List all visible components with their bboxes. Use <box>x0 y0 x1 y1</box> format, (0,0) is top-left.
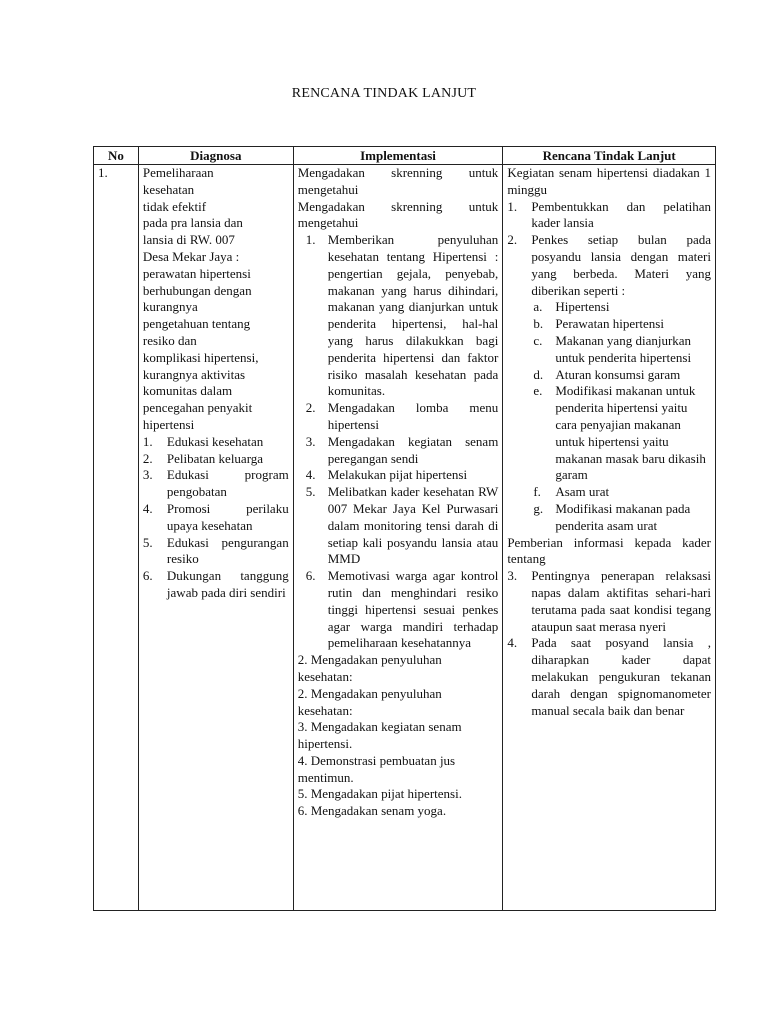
list-item <box>298 568 499 652</box>
table-header-row <box>94 147 716 165</box>
diagnosa-line: kesehatan <box>142 181 195 197</box>
list-marker: 2. <box>507 232 518 248</box>
rtl-list-1 <box>507 199 711 300</box>
list-item <box>143 501 289 535</box>
diagnosa-line: Desa Mekar Jaya : <box>142 248 240 264</box>
implementasi-list <box>298 232 499 652</box>
list-marker: 6. <box>305 568 316 584</box>
header-implementasi: Implementasi <box>293 147 503 165</box>
rtl-intro: Kegiatan senam hipertensi diadakan 1 minggu <box>507 165 711 197</box>
list-text: Memotivasi warga agar kontrol rutin dan menghindari resiko tinggi hipertensi sesuai penkes agar warga mandiri terhadap pemeliharaan kesehatannya <box>327 568 499 651</box>
list-text: Perawatan hipertensi <box>555 316 664 332</box>
rtl-list-2 <box>507 568 711 719</box>
header-rencana-tindak-lanjut: Rencana Tindak Lanjut <box>503 147 716 165</box>
diagnosa-line: pada pra lansia dan <box>142 215 243 231</box>
list-text: Edukasi program pengobatan <box>166 467 289 500</box>
rtl-mid: Pemberian informasi kepada kader tentang <box>507 534 711 567</box>
list-item <box>143 535 289 569</box>
list-marker: d. <box>533 366 544 382</box>
list-item <box>507 635 711 719</box>
list-item <box>298 467 499 484</box>
diagnosa-line: pengetahuan tentang <box>142 316 251 332</box>
list-item <box>531 299 711 316</box>
list-item <box>531 484 711 501</box>
list-text: Hipertensi <box>555 299 610 315</box>
list-item <box>298 484 499 568</box>
list-item <box>507 232 711 299</box>
list-item <box>298 400 499 434</box>
list-text: Modifikasi makanan untuk penderita hipertensi yaitu cara penyajian makanan untuk hipertensi yaitu makanan masak baru dikasih garam <box>555 383 706 483</box>
rtl-sublist <box>531 299 711 534</box>
list-text: Asam urat <box>555 484 610 500</box>
diagnosa-line: perawatan hipertensi <box>142 265 251 281</box>
diagnosa-line: Pemeliharaan <box>142 165 214 180</box>
list-text: Memberikan penyuluhan kesehatan tentang Hipertensi : pengertian gejala, penyebab, makanan yang harus dihindari, makanan yang dianjurkan untuk penderita hipertensi, hal-hal yang harus dilakukkan bagi penderita hipertensi dan faktor risiko masalah kesehatan pada komunitas. <box>327 232 499 399</box>
diagnosa-line: tidak efektif <box>142 198 207 214</box>
list-text: Mengadakan lomba menu hipertensi <box>327 400 499 432</box>
list-text: Dukungan tanggung jawab pada diri sendiri <box>166 568 289 600</box>
diagnosa-list <box>143 434 289 602</box>
list-text: Mengadakan kegiatan senam peregangan sendi <box>327 433 499 466</box>
list-item <box>143 434 289 451</box>
list-item <box>507 568 711 635</box>
implementasi-followup-item: 6. Mengadakan senam yoga. <box>297 803 447 819</box>
row-number: 1. <box>94 165 139 911</box>
list-marker: 4. <box>305 467 316 483</box>
header-no: No <box>94 147 139 165</box>
diagnosa-line: kurangnya aktivitas <box>142 366 246 382</box>
rtl-cell <box>503 165 716 911</box>
implementasi-followup-item: 2. Mengadakan penyuluhan kesehatan: <box>297 685 442 718</box>
list-marker: a. <box>533 299 543 315</box>
implementasi-followup-item: 4. Demonstrasi pembuatan jus mentimun. <box>297 752 456 785</box>
list-marker: 3. <box>142 467 153 483</box>
list-marker: 2. <box>305 400 316 416</box>
table-row <box>94 165 716 911</box>
list-marker: 1. <box>305 232 316 248</box>
list-text: Penkes setiap bulan pada posyandu lansia dengan materi yang berbeda. Materi yang diberikan seperti : <box>531 232 711 298</box>
list-text: Promosi perilaku upaya kesehatan <box>166 500 289 533</box>
list-marker: f. <box>533 484 541 500</box>
implementasi-followup <box>298 652 499 820</box>
diagnosa-line: kurangnya <box>142 299 198 315</box>
list-item <box>531 367 711 384</box>
list-item <box>531 316 711 333</box>
header-diagnosa: Diagnosa <box>138 147 293 165</box>
list-item <box>143 451 289 468</box>
list-text: Edukasi kesehatan <box>166 433 264 449</box>
list-text: Modifikasi makanan pada penderita asam urat <box>555 500 691 533</box>
implementasi-followup-item: 5. Mengadakan pijat hipertensi. <box>297 786 462 802</box>
list-text: Pentingnya penerapan relaksasi napas dalam aktifitas sehari-hari terutama pada saat kondisi tegang ataupun saat merasa nyeri <box>531 568 711 634</box>
list-text: Melibatkan kader kesehatan RW 007 Mekar Jaya Kel Purwasari dalam monitoring tensi darah di setiap kali posyandu lansia atau MMD <box>327 484 499 567</box>
diagnosa-line: lansia di RW. 007 <box>142 232 235 248</box>
list-text: Pembentukkan dan pelatihan kader lansia <box>531 198 711 231</box>
diagnosa-text <box>143 165 289 434</box>
list-marker: 5. <box>142 534 153 550</box>
list-marker: b. <box>533 316 544 332</box>
list-marker: 3. <box>507 568 518 584</box>
diagnosa-line: komplikasi hipertensi, <box>142 349 259 365</box>
list-marker: 4. <box>142 500 153 516</box>
list-marker: 6. <box>142 568 153 584</box>
diagnosa-line: berhubungan dengan <box>142 282 252 298</box>
list-text: Aturan konsumsi garam <box>555 366 681 382</box>
list-item <box>143 568 289 602</box>
diagnosa-line: pencegahan penyakit <box>142 400 253 416</box>
list-text: Pada saat posyand lansia , diharapkan kader dapat melakukan pengukuran tekanan darah dengan spignomanometer manual secala baik dan benar <box>531 635 711 718</box>
list-marker: 2. <box>142 450 153 466</box>
diagnosa-cell <box>138 165 293 911</box>
list-item <box>298 434 499 468</box>
list-marker: 3. <box>305 433 316 449</box>
list-marker: 1. <box>507 198 518 214</box>
diagnosa-line: resiko dan <box>142 332 197 348</box>
list-text: Edukasi pengurangan resiko <box>166 534 289 567</box>
page-title: RENCANA TINDAK LANJUT <box>291 86 477 101</box>
list-item <box>143 467 289 501</box>
list-marker: 4. <box>507 635 518 651</box>
implementasi-cell <box>293 165 503 911</box>
list-marker: 1. <box>142 433 153 449</box>
list-text: Makanan yang dianjurkan untuk penderita hipertensi <box>555 332 692 365</box>
diagnosa-line: komunitas dalam <box>142 383 233 399</box>
list-marker: e. <box>533 383 543 399</box>
list-item <box>531 333 711 367</box>
implementasi-followup-item: 3. Mengadakan kegiatan senam hipertensi. <box>297 719 462 752</box>
implementasi-followup-item: 2. Mengadakan penyuluhan kesehatan: <box>297 652 442 684</box>
list-marker: c. <box>533 332 543 348</box>
list-item <box>507 199 711 233</box>
list-marker: 5. <box>305 484 316 500</box>
list-item <box>531 383 711 484</box>
list-text: Melakukan pijat hipertensi <box>327 467 468 483</box>
rtl-table <box>93 146 716 911</box>
list-text: Pelibatan keluarga <box>166 450 264 466</box>
list-item <box>531 501 711 535</box>
implementasi-intro-1: Mengadakan skrenning untuk mengetahui <box>297 165 499 197</box>
diagnosa-line: hipertensi <box>142 416 195 432</box>
list-item <box>298 232 499 400</box>
implementasi-intro-2: Mengadakan skrenning untuk mengetahui <box>297 198 499 231</box>
list-marker: g. <box>533 500 544 516</box>
